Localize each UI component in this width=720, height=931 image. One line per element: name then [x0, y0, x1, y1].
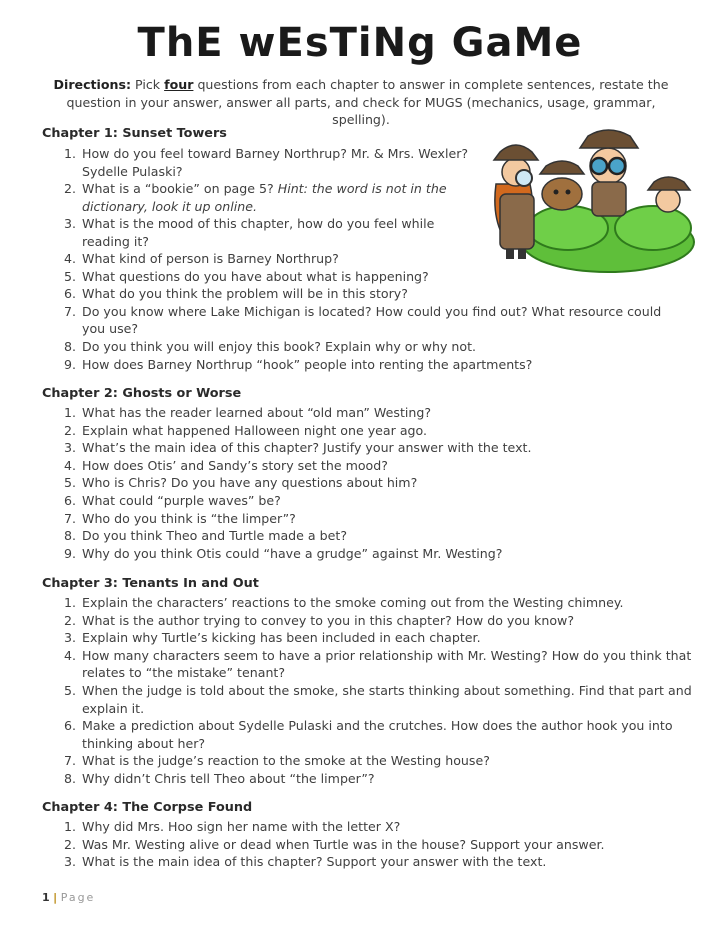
- directions-pre: Pick: [135, 77, 161, 92]
- list-item: 4. How does Otis’ and Sandy’s story set the mood?: [63, 457, 388, 473]
- page-title: ThE wEsTiNg GaMe: [137, 20, 583, 66]
- chapter-2-questions: [58, 404, 688, 562]
- directions-label: Directions:: [53, 77, 132, 92]
- list-item: 3. What is the main idea of this chapter? Support your answer with the text.: [63, 854, 547, 870]
- chapter-4-heading: Chapter 4: The Corpse Found: [42, 800, 253, 815]
- list-item: 8. Do you think Theo and Turtle made a bet?: [63, 528, 348, 544]
- directions-emphasis: four: [164, 77, 194, 92]
- list-item: 6. What do you think the problem will be in this story?: [63, 286, 408, 302]
- footer-separator: |: [53, 891, 58, 904]
- list-item: 4. What kind of person is Barney Northrup?: [63, 251, 339, 266]
- list-item: 2. What is a “bookie” on page 5? Hint: the word is not in the dictionary, look it up online.: [63, 181, 447, 214]
- list-item: 8. Why didn’t Chris tell Theo about “the limper”?: [63, 770, 375, 786]
- list-item: 3. Explain why Turtle’s kicking has been included in each chapter.: [63, 630, 481, 646]
- list-item: 6. Make a prediction about Sydelle Pulaski and the crutches. How does the author hook you into thinking about her?: [63, 718, 673, 751]
- chapter-4-questions: [58, 818, 698, 871]
- list-item: 5. When the judge is told about the smoke, she starts thinking about something. Find that part and explain it.: [63, 682, 692, 716]
- chapter-3-questions: [58, 594, 698, 788]
- chapter-2-heading: Chapter 2: Ghosts or Worse: [42, 386, 242, 401]
- list-item: 7. Do you know where Lake Michigan is located? How could you find out? What resource could you use?: [63, 303, 662, 337]
- list-item: 4. How many characters seem to have a prior relationship with Mr. Westing? How do you think that relates to “the mistake” tenant?: [63, 647, 692, 681]
- chapter-3-heading: Chapter 3: Tenants In and Out: [42, 576, 259, 591]
- list-item: 9. How does Barney Northrup “hook” people into renting the apartments?: [63, 356, 533, 372]
- list-item: 3. What is the mood of this chapter, how do you feel while reading it?: [63, 216, 435, 249]
- list-item: 2. Was Mr. Westing alive or dead when Turtle was in the house? Support your answer.: [63, 836, 605, 852]
- list-item: 2. What is the author trying to convey to you in this chapter? How do you know?: [63, 612, 575, 628]
- list-item: 1. Explain the characters’ reactions to the smoke coming out from the Westing chimney.: [63, 595, 624, 610]
- list-item: 2. Explain what happened Halloween night one year ago.: [63, 422, 428, 438]
- list-item: 3. What’s the main idea of this chapter? Justify your answer with the text.: [63, 440, 532, 456]
- list-item: 6. What could “purple waves” be?: [63, 492, 281, 508]
- list-item: 7. Who do you think is “the limper”?: [63, 510, 296, 526]
- detectives-illustration: [488, 124, 702, 274]
- list-item: 5. Who is Chris? Do you have any questions about him?: [63, 475, 418, 491]
- page-number: 1: [42, 891, 50, 904]
- list-item: 8. Do you think you will enjoy this book? Explain why or why not.: [63, 338, 477, 354]
- list-item: 5. What questions do you have about what is happening?: [63, 268, 429, 284]
- list-item: 1. How do you feel toward Barney Northrup? Mr. & Mrs. Wexler? Sydelle Pulaski?: [63, 146, 469, 179]
- list-item: 1. Why did Mrs. Hoo sign her name with the letter X?: [63, 819, 401, 834]
- directions: [44, 76, 678, 129]
- hint-text: Hint: the word is not in the dictionary, look it up online.: [82, 181, 447, 214]
- chapter-1-questions: [58, 145, 473, 251]
- list-item: 9. Why do you think Otis could “have a grudge” against Mr. Westing?: [63, 545, 503, 561]
- footer-label: Page: [60, 891, 96, 904]
- list-item: 1. What has the reader learned about “old man” Westing?: [63, 405, 432, 420]
- directions-text: questions from each chapter to answer in complete sentences, restate the question in your answer, answer all parts, and check for MUGS (mechanics, usage, grammar, spelling).: [66, 77, 669, 127]
- page-footer: [42, 891, 95, 904]
- chapter-1-heading: Chapter 1: Sunset Towers: [42, 126, 227, 141]
- list-item: 7. What is the judge’s reaction to the smoke at the Westing house?: [63, 753, 490, 769]
